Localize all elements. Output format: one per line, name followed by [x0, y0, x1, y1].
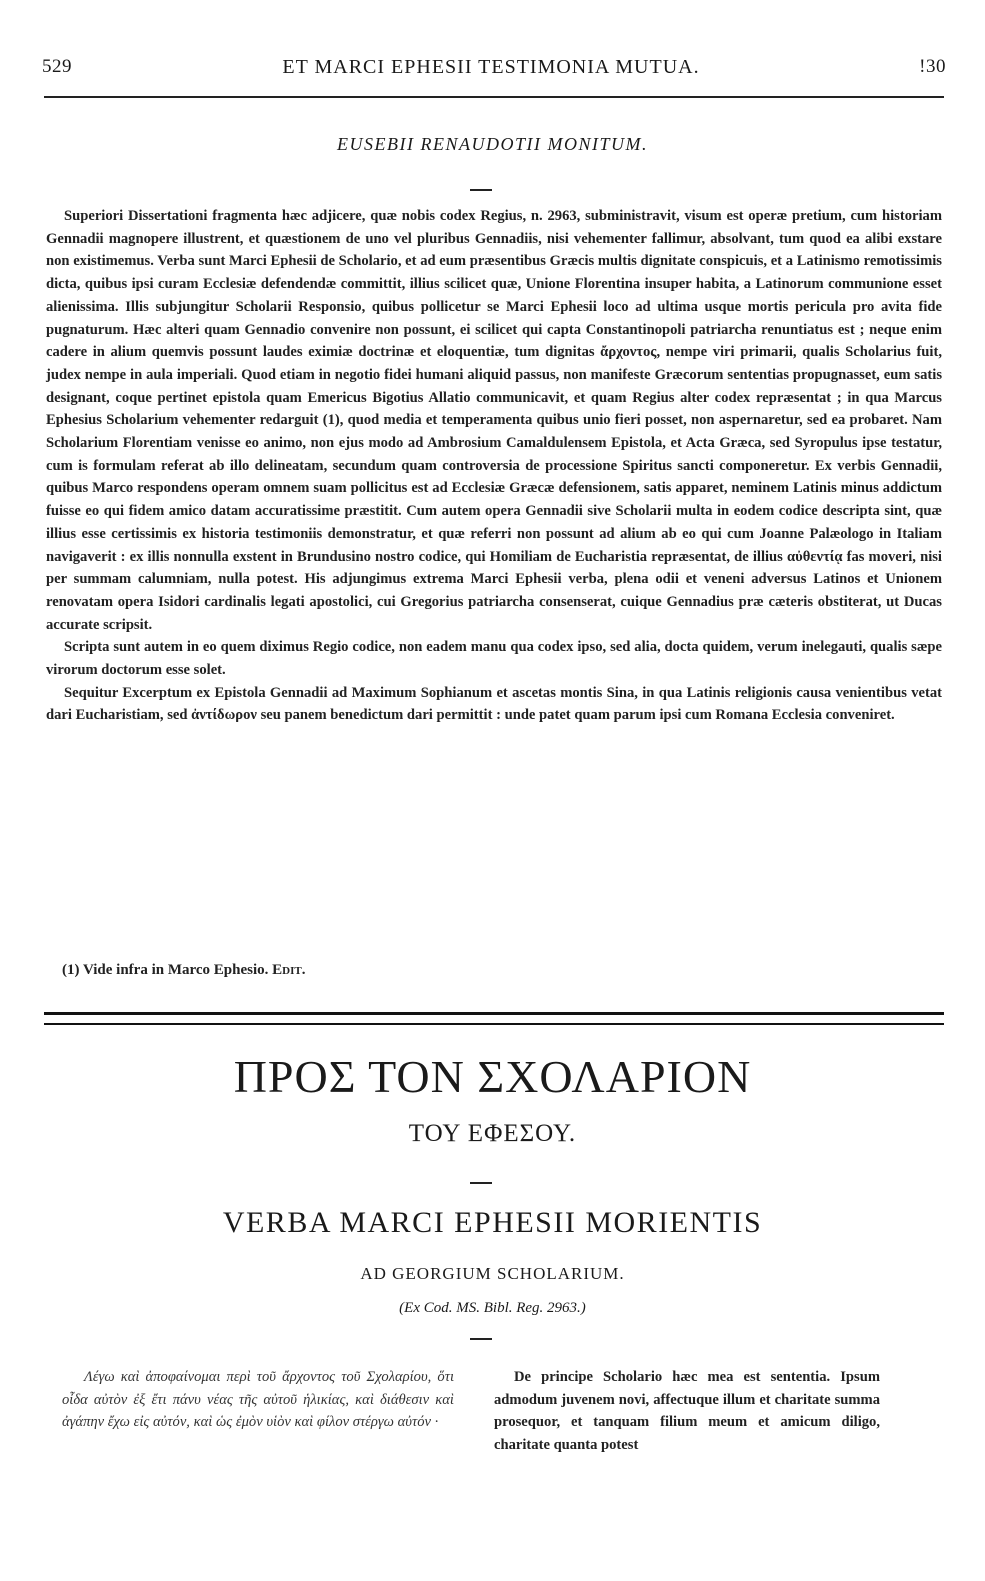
- monitum-paragraph-2: Scripta sunt autem in eo quem diximus Regio codice, non eadem manu qua codex ipso, sed alia, docta quidem, verum inelegauti, qualis sæpe virorum doctorum esse solet.: [46, 639, 942, 679]
- running-title: ET MARCI EPHESII TESTIMONIA MUTUA.: [282, 56, 700, 78]
- greek-subtitle: ΤΟΥ ΕΦΕΣΟΥ.: [408, 1120, 577, 1147]
- footnote: [62, 962, 305, 979]
- greek-column: Λέγω καὶ ἀποφαίνομαι περὶ τοῦ ἄρχοντος τοῦ Σχολαρίου, ὅτι οἶδα αὐτὸν ἐξ ἔτι πάνυ νέας τῆς αὐτοῦ ἡλικίας, καὶ διάθεσιν καὶ ἀγάπην ἔχω εἰς αὐτόν, καὶ ὡς ἐμὸν υἱὸν καὶ φίλον στέργω αὐτόν ·: [62, 1369, 454, 1430]
- header-rule: [44, 96, 944, 98]
- source-citation: (Ex Cod. MS. Bibl. Reg. 2963.): [399, 1300, 586, 1316]
- monitum-title: EUSEBII RENAUDOTII MONITUM.: [337, 134, 648, 154]
- footnote-editor: Edit.: [272, 962, 306, 978]
- footnote-text: (1) Vide infra in Marco Ephesio.: [62, 962, 269, 978]
- section-divider: [44, 1012, 944, 1025]
- source-dash: [470, 1338, 492, 1340]
- latin-subtitle: AD GEORGIUM SCHOLARIUM.: [360, 1264, 625, 1283]
- title-dash: [470, 189, 492, 191]
- page-number-left: 529: [42, 56, 72, 77]
- latin-title: VERBA MARCI EPHESII MORIENTIS: [222, 1206, 763, 1239]
- section-dash: [470, 1182, 492, 1184]
- latin-column: De principe Scholario hæc mea est sententia. Ipsum admodum juvenem novi, affectuque illum et charitate summa prosequor, et tanquam filium meum et amicum diligo, charitate quanta potest: [494, 1369, 880, 1453]
- running-head: [36, 48, 946, 88]
- page-number-right: !30: [919, 56, 946, 77]
- monitum-paragraph-1: Superiori Dissertationi fragmenta hæc adjicere, quæ nobis codex Regius, n. 2963, subministravit, visum est operæ pretium, cum historiam Gennadii magnopere illustrent, et quæstionem de uno vel pluribus Gennadiis, nisi vehementer fallimur, absolvant, tum quod ea alibi exstare non existimemus. Verba sunt Marci Ephesii de Scholario, et ad eum præsentibus Græcis multis dignitate conspicuis, et a Latinismo remotissimis dicta, quibus ipsi curam Ecclesiæ defendendæ committit, illius scilicet quæ, Unione Florentina insuper habita, a Latinorum communione esset alienissima. Illis subjungitur Scholarii Responsio, quibus pollicetur se Marci Ephesii loco ad ultima usque mortis pericula pro avita fide pugnaturum. Hæc alteri quam Gennadio convenire non possunt, ei scilicet qui capta Constantinopoli patriarcha renuntiatus est ; neque enim cadere in alium quemvis possunt laudes eximiæ doctrinæ et eloquentiæ, tum dignitas ἄρχοντος, nempe viri primarii, qualis Scholarius fuit, judex nempe in aula imperiali. Quod etiam in negotio fidei humani aliquid passus, non manifeste Græcorum sententias propugnasset, eum satis designant, coque pertinet epistola quam Emericus Bigotius Allatio communicavit, et quam Regius alter codex repræsentat ; in qua Marcus Ephesius Scholarium vehementer redarguit (1), quod media et temperamenta quibus unio fieri posset, non aspernaretur, sed ea probaret. Nam Scholarium Florentiam venisse eo animo, non ejus modo ad Ambrosium Camaldulensem Epistola, et Acta Græca, sed Syropulus ipse testatur, cum is formulam referat ab illo delineatam, secundum quam controversia de processione Spiritus sancti componeretur. Ex verbis Gennadii, quibus Marco respondens operam omnem suam pollicitus est ad Ecclesiæ Græcæ defensionem, satis apparet, neminem Latinis minus addictum fuisse eo qui fidem amico datam accuratissime præstitit. Cum autem opera Gennadii sive Scholarii multa in eodem codice descripta sint, quæ illius esse certissimis ex historia testimoniis demonstratur, et quæ referri non possunt ad alium ab eo qui cum Joanne Palæologo in Italiam navigaverit : ex illis nonnulla exstent in Brundusino nostro codice, qui Homiliam de Eucharistia repræsentat, de illius αὐθεντίᾳ fas moveri, nisi per summam calumniam, nulla potest. His adjungimus extrema Marci Ephesii verba, plena odii et veneni adversus Latinos et Unionem renovatam opera Isidori cardinalis legati apostolici, cui Gregorius patriarcha consenserat, cuique Gennadius præ cæteris obstiterat, ut Ducas accurate scripsit.: [46, 208, 942, 633]
- greek-title: ΠΡΟΣ ΤΟΝ ΣΧΟΛΑΡΙΟΝ: [233, 1051, 752, 1102]
- monitum-body: [46, 205, 942, 727]
- monitum-paragraph-3: Sequitur Excerptum ex Epistola Gennadii ad Maximum Sophianum et ascetas montis Sina, in qua Latinis religionis causa venientibus vetat dari Eucharistiam, sed ἀντίδωρον seu panem benedictum dari permittit : unde patet quam parum ipsi cum Romana Ecclesia conveniret.: [46, 684, 942, 724]
